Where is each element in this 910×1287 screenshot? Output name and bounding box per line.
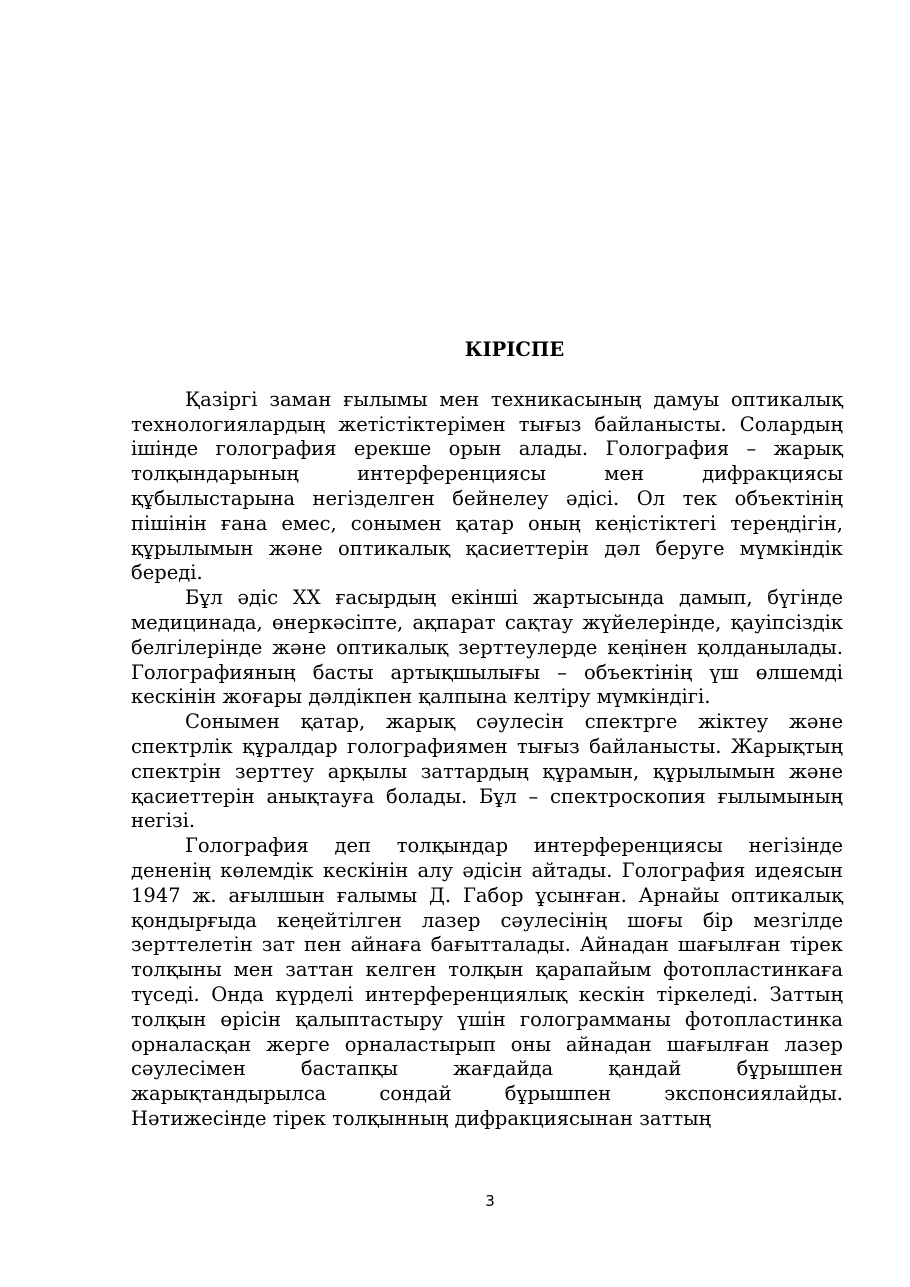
page-number: 3 bbox=[485, 1192, 495, 1210]
paragraph-3: Сонымен қатар, жарық сәулесін спектрге жіктеу және спектрлік құралдар голографиямен тығыз байланысты. Жарықтың спектрін зерттеу арқылы заттардың құрамын, құрылымын және қасиеттерін анықтауға болады. Бұл – спектроскопия ғылымының негізі. bbox=[131, 710, 843, 833]
paragraph-1: Қазіргі заман ғылымы мен техникасының дамуы оптикалық технологиялардың жетістіктерімен тығыз байланысты. Солардың ішінде голография ерекше орын алады. Голография – жарық толқындарының интерференциясы мен дифракциясы құбылыстарына негізделген бейнелеу әдісі. Ол тек объектінің пішінін ғана емес, сонымен қатар оның кеңістіктегі тереңдігін, құрылымын және оптикалық қасиеттерін дәл беруге мүмкіндік береді. bbox=[131, 387, 843, 585]
page-title: КІРІСПЕ bbox=[464, 338, 565, 361]
document-body bbox=[131, 338, 843, 1132]
paragraph-4: Голография деп толқындар интерференциясы негізінде дененің көлемдік кескінін алу әдісін айтады. Голография идеясын 1947 ж. ағылшын ғалымы Д. Габор ұсынған. Арнайы оптикалық қондырғыда кеңейтілген лазер сәулесінің шоғы бір мезгілде зерттелетін зат пен айнаға бағытталады. Айнадан шағылған тірек толқыны мен заттан келген толқын қарапайым фотопластинкаға түседі. Онда күрделі интерференциялық кескін тіркеледі. Заттың толқын өрісін қалыптастыру үшін голограмманы фотопластинка орналасқан жерге орналастырып оны айнадан шағылған лазер сәулесімен бастапқы жағдайда қандай бұрышпен жарықтандырылса сондай бұрышпен экспонсиялайды. Нәтижесінде тірек толқынның дифракциясынан заттың bbox=[131, 834, 843, 1130]
paragraph-2: Бұл әдіс XX ғасырдың екінші жартысында дамып, бүгінде медицинада, өнеркәсіпте, ақпарат сақтау жүйелерінде, қауіпсіздік белгілерінде және оптикалық зерттеулерде кеңінен қолданылады. Голографияның басты артықшылығы – объектінің үш өлшемді кескінін жоғары дәлдікпен қалпына келтіру мүмкіндігі. bbox=[131, 586, 843, 709]
